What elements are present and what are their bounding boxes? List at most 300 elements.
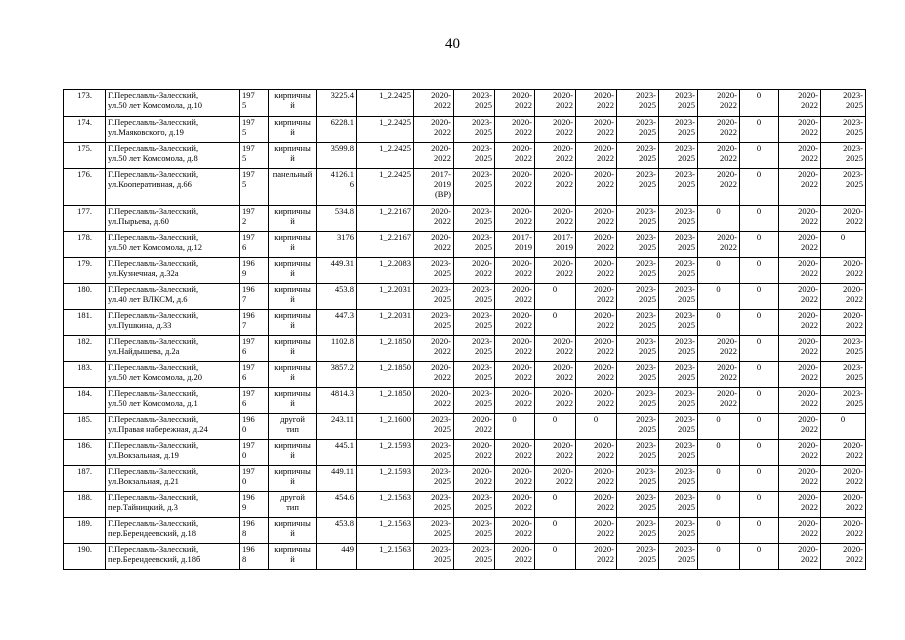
work-period-line: 2022 [597,346,614,356]
work-period [659,232,698,258]
work-period-line: 2020- [717,362,737,372]
wall-material [269,284,317,310]
work-period-line: 2022 [475,450,492,460]
build-year-line: 5 [242,179,247,189]
wall-material-line: другой [280,492,305,502]
work-period-line: 2022 [846,216,863,226]
work-period-line: 2020- [553,90,573,100]
area [317,310,357,336]
build-year-line: 9 [242,268,247,278]
work-period-line: 0 [840,232,846,242]
work-period-line: 2025 [639,476,656,486]
wall-material-line: й [290,554,295,564]
work-period [779,258,821,284]
work-period [659,258,698,284]
build-year-line: 196 [242,544,255,554]
work-period-line: 2025 [639,216,656,226]
address-line: ул.Пырьева, д.60 [108,216,169,226]
build-year-line: 5 [242,153,247,163]
work-period-line: 2020- [798,492,818,502]
work-period-line: 2025 [678,153,695,163]
wall-material-line: кирпичны [274,388,311,398]
work-period [779,206,821,232]
build-year-line: 2 [242,216,247,226]
work-period-line: 2022 [556,153,573,163]
address [106,232,240,258]
work-period-line: 2022 [720,127,737,137]
work-period-line: 2025 [434,450,451,460]
work-period-line: 2023- [431,440,451,450]
area [317,388,357,414]
work-period [495,143,535,169]
work-period [535,544,576,570]
table-row [64,466,866,492]
work-period-line: 0 [716,258,721,268]
wall-material-line: й [290,268,295,278]
work-period [617,492,659,518]
work-period [659,518,698,544]
work-period-line: 2025 [639,372,656,382]
work-period-line: 2025 [846,100,863,110]
build-year [240,206,269,232]
work-period-line: 2023- [675,518,695,528]
work-period-line: 2023- [675,414,695,424]
code: 1_2.1850 [357,336,414,362]
build-year-line: 197 [242,206,255,216]
work-period [821,414,866,440]
work-period-line: 2020- [512,466,532,476]
address-line: Г.Переславль-Залесский, [108,117,199,127]
row-number: 178. [64,232,106,258]
work-period [414,117,454,143]
wall-material-line: кирпичны [274,90,311,100]
work-period [740,440,779,466]
address-line: Г.Переславль-Залесский, [108,518,199,528]
work-period-line: 2022 [515,216,532,226]
work-period-line: 2023- [675,206,695,216]
work-period-line: 2020- [512,258,532,268]
work-period-line: 2020- [553,117,573,127]
work-period [495,258,535,284]
address-line: ул.Маяковского, д.19 [108,127,184,137]
work-period-line: 2020- [798,440,818,450]
wall-material-line: й [290,346,295,356]
work-period-line: 2025 [639,346,656,356]
table-row [64,310,866,336]
work-period [740,258,779,284]
work-period [495,518,535,544]
row-number: 182. [64,336,106,362]
work-period-line: 2022 [846,268,863,278]
work-period [698,518,740,544]
build-year [240,310,269,336]
address [106,117,240,143]
work-period-line: 2020- [553,143,573,153]
work-period [535,414,576,440]
work-period [576,362,617,388]
table-row [64,232,866,258]
area-line: 3599.8 [330,143,354,153]
wall-material [269,440,317,466]
work-period-line: 2022 [434,346,451,356]
work-period [454,143,495,169]
work-period [414,143,454,169]
work-period-line: 2022 [846,502,863,512]
work-period-line: 2023- [675,492,695,502]
work-period-line: 2020- [431,90,451,100]
work-period-line: 0 [552,544,558,554]
work-period-line: 2022 [515,372,532,382]
work-period-line: 2020- [594,388,614,398]
code: 1_2.2425 [357,169,414,206]
work-period [576,492,617,518]
wall-material [269,206,317,232]
work-period-line: 2022 [515,268,532,278]
work-period-line: 2023- [636,284,656,294]
work-period [698,336,740,362]
work-period-line: 0 [756,388,762,398]
work-period-line: 2020- [553,362,573,372]
work-period-line: 2025 [678,476,695,486]
address-line: ул.Кузнечная, д.32а [108,268,179,278]
work-period [535,90,576,117]
work-period-line: 2023- [472,169,492,179]
work-period-line: 2020- [798,232,818,242]
work-period-line: 2020- [553,336,573,346]
work-period-line: 2020- [594,544,614,554]
work-period-line: 2023- [636,388,656,398]
work-period [576,440,617,466]
work-period-line: 2023- [636,544,656,554]
work-period [454,466,495,492]
build-year-line: 197 [242,232,255,242]
work-period-line: 2023- [636,336,656,346]
work-period [617,143,659,169]
build-year [240,466,269,492]
work-period-line: 2025 [639,153,656,163]
address-line: ул.Кооперативная, д.66 [108,179,192,189]
area-line: 449.11 [330,466,354,476]
work-period-line: 2020- [798,258,818,268]
address [106,544,240,570]
work-period-line: 2020- [512,336,532,346]
row-number: 184. [64,388,106,414]
work-period [779,232,821,258]
work-period-line: 2022 [597,242,614,252]
work-period-line: 2020- [798,544,818,554]
work-period [495,284,535,310]
work-period [821,518,866,544]
wall-material-line: тип [286,424,299,434]
work-period-line: 2023- [675,388,695,398]
area [317,362,357,388]
work-period [779,362,821,388]
work-period-line: 2023- [675,440,695,450]
build-year [240,492,269,518]
build-year-line: 6 [242,346,247,356]
wall-material [269,232,317,258]
work-period-line: 0 [716,518,721,528]
area-line: 243.11 [330,414,354,424]
work-period-line: 2020- [594,518,614,528]
work-period-line: 2025 [678,346,695,356]
work-period [454,169,495,206]
work-period-line: 2022 [597,268,614,278]
work-period-line: 2022 [597,528,614,538]
work-period-line: 2020- [553,440,573,450]
work-period [454,440,495,466]
work-period-line: 2022 [556,398,573,408]
work-period-line: 2025 [639,424,656,434]
table-row [64,284,866,310]
work-period-line: 2020- [512,440,532,450]
work-period-line: 2023- [472,336,492,346]
table-row [64,518,866,544]
work-period-line: 2022 [720,179,737,189]
work-period-line: 2020- [798,414,818,424]
code: 1_2.2425 [357,90,414,117]
work-period [617,518,659,544]
work-period-line: 2020- [798,362,818,372]
wall-material [269,310,317,336]
work-period-line: 0 [756,492,762,502]
area [317,117,357,143]
area [317,232,357,258]
work-period [779,388,821,414]
work-period-line: 2022 [846,320,863,330]
work-period-line: 2022 [597,372,614,382]
work-period [821,544,866,570]
address-line: Г.Переславль-Залесский, [108,440,199,450]
table-row [64,206,866,232]
work-period-line: 2020- [553,388,573,398]
work-period-line: 2019 [556,242,573,252]
address-line: ул.50 лет Комсомола, д.10 [108,100,203,110]
work-period [698,362,740,388]
work-period-line: 2020- [553,206,573,216]
work-period [576,143,617,169]
work-period-line: 2022 [801,346,818,356]
work-period [698,466,740,492]
address-line: ул.50 лет Комсомола, д.1 [108,398,198,408]
work-period [740,284,779,310]
work-period-line: 2023- [431,544,451,554]
build-year-line: 6 [242,372,247,382]
work-period-line: 2020- [472,466,492,476]
address-line: пер.Берендеевский, д.18б [108,554,201,564]
code: 1_2.1600 [357,414,414,440]
work-period-line: 2020- [594,143,614,153]
work-period [779,544,821,570]
work-period [698,440,740,466]
work-period [576,90,617,117]
work-period-line: 2025 [475,179,492,189]
build-year-line: 196 [242,414,255,424]
work-period-line: 2020- [717,232,737,242]
work-period [576,206,617,232]
work-period-line: 2022 [434,127,451,137]
work-period [659,544,698,570]
work-period [535,232,576,258]
work-period-line: 2023- [636,518,656,528]
work-period [414,232,454,258]
wall-material [269,169,317,206]
work-period-line: 2025 [475,528,492,538]
row-number: 190. [64,544,106,570]
work-period-line: 2020- [512,310,532,320]
work-period [659,310,698,336]
work-period-line: 2020- [798,206,818,216]
address [106,284,240,310]
work-period-line: 2022 [515,554,532,564]
work-period-line: 2023- [472,90,492,100]
work-period [617,414,659,440]
work-period [779,440,821,466]
code: 1_2.1593 [357,466,414,492]
work-period [495,440,535,466]
work-period [779,518,821,544]
work-period-line: 0 [756,143,762,153]
work-period-line: 2022 [515,346,532,356]
work-period-line: 0 [840,414,846,424]
work-period [414,414,454,440]
work-period-line: 2022 [597,294,614,304]
work-period-line: 2023- [472,284,492,294]
work-period [821,169,866,206]
work-period-line: 2022 [846,450,863,460]
work-period-line: 2025 [434,528,451,538]
table-row [64,388,866,414]
work-period [454,414,495,440]
work-period-line: 2022 [597,216,614,226]
work-period-line: 2022 [475,424,492,434]
work-period [617,258,659,284]
work-period-line: 2023- [675,169,695,179]
work-period-line: 2025 [846,346,863,356]
work-period [454,544,495,570]
wall-material-line: й [290,100,295,110]
work-period [821,258,866,284]
work-period-line: 2020- [594,310,614,320]
work-period-line: 2025 [475,127,492,137]
work-period-line: 2025 [475,100,492,110]
address-line: ул.Правая набережная, д.24 [108,424,208,434]
area [317,90,357,117]
work-period-line: 2020- [843,206,863,216]
work-period [740,336,779,362]
build-year-line: 5 [242,100,247,110]
table-row [64,336,866,362]
address [106,518,240,544]
work-period-line: 2025 [678,100,695,110]
build-year-line: 197 [242,388,255,398]
work-period [576,544,617,570]
work-period [495,90,535,117]
work-period-line: 2020- [594,336,614,346]
address-line: Г.Переславль-Залесский, [108,258,199,268]
work-period [779,90,821,117]
work-period [535,206,576,232]
work-period-line: 2022 [434,398,451,408]
work-period-line: 2020- [594,362,614,372]
address-line: Г.Переславль-Залесский, [108,492,199,502]
work-period [454,388,495,414]
work-period-line: 2022 [597,153,614,163]
wall-material-line: й [290,372,295,382]
address [106,440,240,466]
work-period-line: 2025 [678,216,695,226]
build-year [240,258,269,284]
work-period [698,117,740,143]
work-period-line: 2023- [675,143,695,153]
work-period-line: 2025 [475,153,492,163]
work-period-line: 0 [716,544,721,554]
build-year-line: 196 [242,284,255,294]
work-period [821,284,866,310]
work-period-line: 2025 [678,424,695,434]
work-period-line: 2023- [675,90,695,100]
table-row [64,90,866,117]
work-period-line: 2020- [431,388,451,398]
work-period [617,362,659,388]
work-period-line: 2025 [846,127,863,137]
work-period [698,544,740,570]
work-period-line: 2022 [556,216,573,226]
work-period [576,310,617,336]
work-period-line: 2020- [717,117,737,127]
work-period-line: 2022 [846,476,863,486]
address [106,90,240,117]
work-period-line: 2023- [472,544,492,554]
work-period [779,466,821,492]
build-year-line: 197 [242,440,255,450]
work-period [617,169,659,206]
work-period-line: 2022 [801,502,818,512]
work-period [617,232,659,258]
work-period [698,310,740,336]
work-period [779,336,821,362]
work-period-line: 2020- [594,169,614,179]
work-period-line: 0 [716,414,721,424]
address-line: пер.Берендеевский, д.18 [108,528,196,538]
work-period [495,388,535,414]
work-period [414,310,454,336]
work-period-line: 2020- [798,310,818,320]
work-period [740,117,779,143]
work-period [495,232,535,258]
work-period-line: 2020- [472,440,492,450]
build-year-line: 196 [242,518,255,528]
work-period [821,362,866,388]
work-period [495,466,535,492]
work-period [779,143,821,169]
work-period [414,284,454,310]
row-number: 186. [64,440,106,466]
code: 1_2.1563 [357,544,414,570]
work-period-line: 2023- [636,206,656,216]
work-period-line: 2022 [597,127,614,137]
wall-material-line: кирпичны [274,466,311,476]
work-period-line: 2023- [675,336,695,346]
work-period-line: 2020- [798,336,818,346]
work-period-line: 2025 [475,502,492,512]
work-period [414,492,454,518]
work-period-line: 2022 [515,450,532,460]
wall-material [269,336,317,362]
work-period [454,492,495,518]
address [106,414,240,440]
work-period-line: 2022 [846,294,863,304]
